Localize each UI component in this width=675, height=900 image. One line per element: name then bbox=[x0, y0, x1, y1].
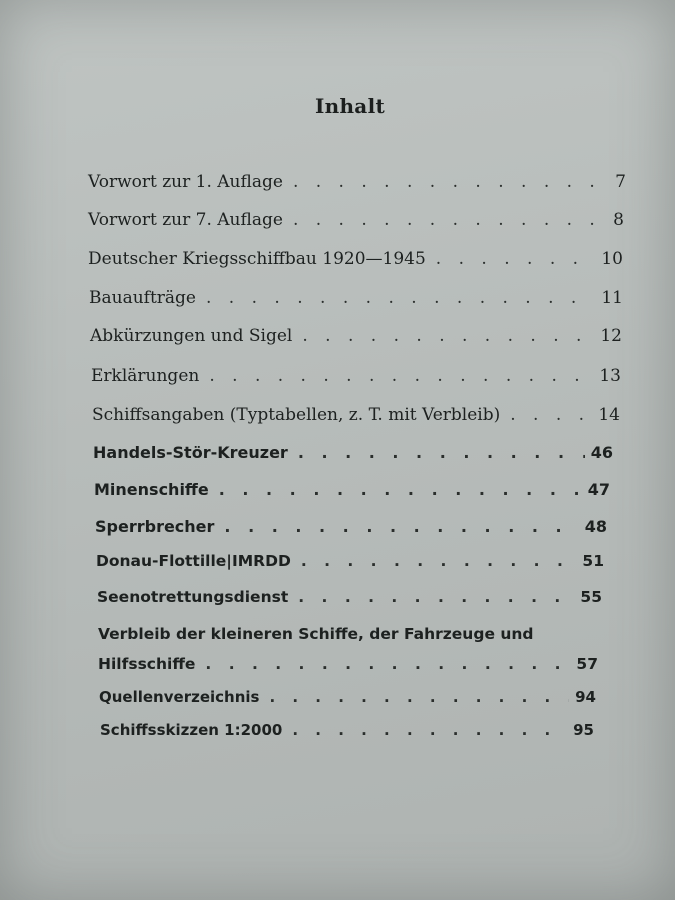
dot-leader bbox=[298, 443, 585, 462]
toc-entry-page: 13 bbox=[599, 366, 621, 386]
toc-entry bbox=[95, 517, 607, 536]
toc-entry bbox=[89, 288, 623, 308]
dot-leader bbox=[269, 688, 569, 706]
toc-entry-page: 11 bbox=[601, 288, 623, 308]
toc-entry-label: Donau-Flottille|IMRDD bbox=[96, 552, 291, 570]
toc-entry-label-line2: Hilfsschiffe bbox=[98, 655, 196, 673]
toc-entry bbox=[99, 688, 596, 706]
toc-entry-page: 57 bbox=[576, 655, 598, 673]
dot-leader bbox=[436, 249, 596, 269]
dot-leader bbox=[205, 655, 570, 673]
toc-entry-label-line1: Verbleib der kleineren Schiffe, der Fahrzeuge und bbox=[98, 625, 534, 643]
toc-entry-label: Abkürzungen und Sigel bbox=[90, 326, 293, 346]
toc-entry-label: Schiffsangaben (Typtabellen, z. T. mit Verbleib) bbox=[92, 405, 501, 425]
toc-entry-label: Quellenverzeichnis bbox=[99, 688, 260, 706]
toc-entry-label: Deutscher Kriegsschiffbau 1920—1945 bbox=[88, 249, 426, 269]
toc-entry bbox=[92, 405, 620, 425]
toc-entry bbox=[97, 588, 602, 606]
toc-entry-label: Schiffsskizzen 1:2000 bbox=[100, 721, 283, 739]
dot-leader bbox=[301, 552, 577, 570]
toc-entry-label: Bauaufträge bbox=[89, 288, 196, 308]
toc-entry-label: Minenschiffe bbox=[94, 480, 209, 499]
toc-entry bbox=[93, 443, 613, 462]
toc-entry-page: 48 bbox=[584, 517, 607, 536]
toc-entry-label: Handels-Stör-Kreuzer bbox=[93, 443, 288, 462]
dot-leader bbox=[209, 366, 593, 386]
toc-entry-page: 51 bbox=[582, 552, 604, 570]
toc-entry-page: 7 bbox=[615, 172, 626, 192]
dot-leader bbox=[224, 517, 578, 536]
toc-entry-page: 94 bbox=[575, 688, 596, 706]
dot-leader bbox=[302, 326, 594, 346]
toc-entry bbox=[100, 721, 594, 739]
toc-entry-label: Vorwort zur 7. Auflage bbox=[88, 210, 283, 230]
toc-entry bbox=[96, 552, 604, 570]
toc-entry-page: 95 bbox=[573, 721, 594, 739]
dot-leader bbox=[510, 405, 592, 425]
toc-entry-page: 10 bbox=[601, 249, 623, 269]
toc-entry bbox=[98, 655, 598, 673]
dot-leader bbox=[293, 210, 607, 230]
dot-leader bbox=[219, 480, 582, 499]
toc-entry-label: Seenotrettungsdienst bbox=[97, 588, 289, 606]
toc-entry bbox=[88, 249, 623, 269]
toc-entry bbox=[90, 326, 622, 346]
toc-entry bbox=[94, 480, 610, 499]
toc-entry-label: Vorwort zur 1. Auflage bbox=[88, 172, 283, 192]
toc-entry-page: 46 bbox=[590, 443, 613, 462]
toc-entry-label: Sperrbrecher bbox=[95, 517, 215, 536]
toc-entry-page: 14 bbox=[598, 405, 620, 425]
toc-entry-label: Erklärungen bbox=[91, 366, 200, 386]
toc-entry bbox=[88, 172, 626, 192]
dot-leader bbox=[292, 721, 567, 739]
toc-entry-page: 12 bbox=[600, 326, 622, 346]
toc-entry-page: 8 bbox=[613, 210, 624, 230]
toc-entry-page: 55 bbox=[580, 588, 602, 606]
dot-leader bbox=[293, 172, 609, 192]
toc-entry-page: 47 bbox=[587, 480, 610, 499]
dot-leader bbox=[206, 288, 595, 308]
toc-entry bbox=[91, 366, 621, 386]
dot-leader bbox=[298, 588, 574, 606]
page-title: Inhalt bbox=[314, 94, 386, 118]
toc-entry bbox=[88, 210, 624, 230]
